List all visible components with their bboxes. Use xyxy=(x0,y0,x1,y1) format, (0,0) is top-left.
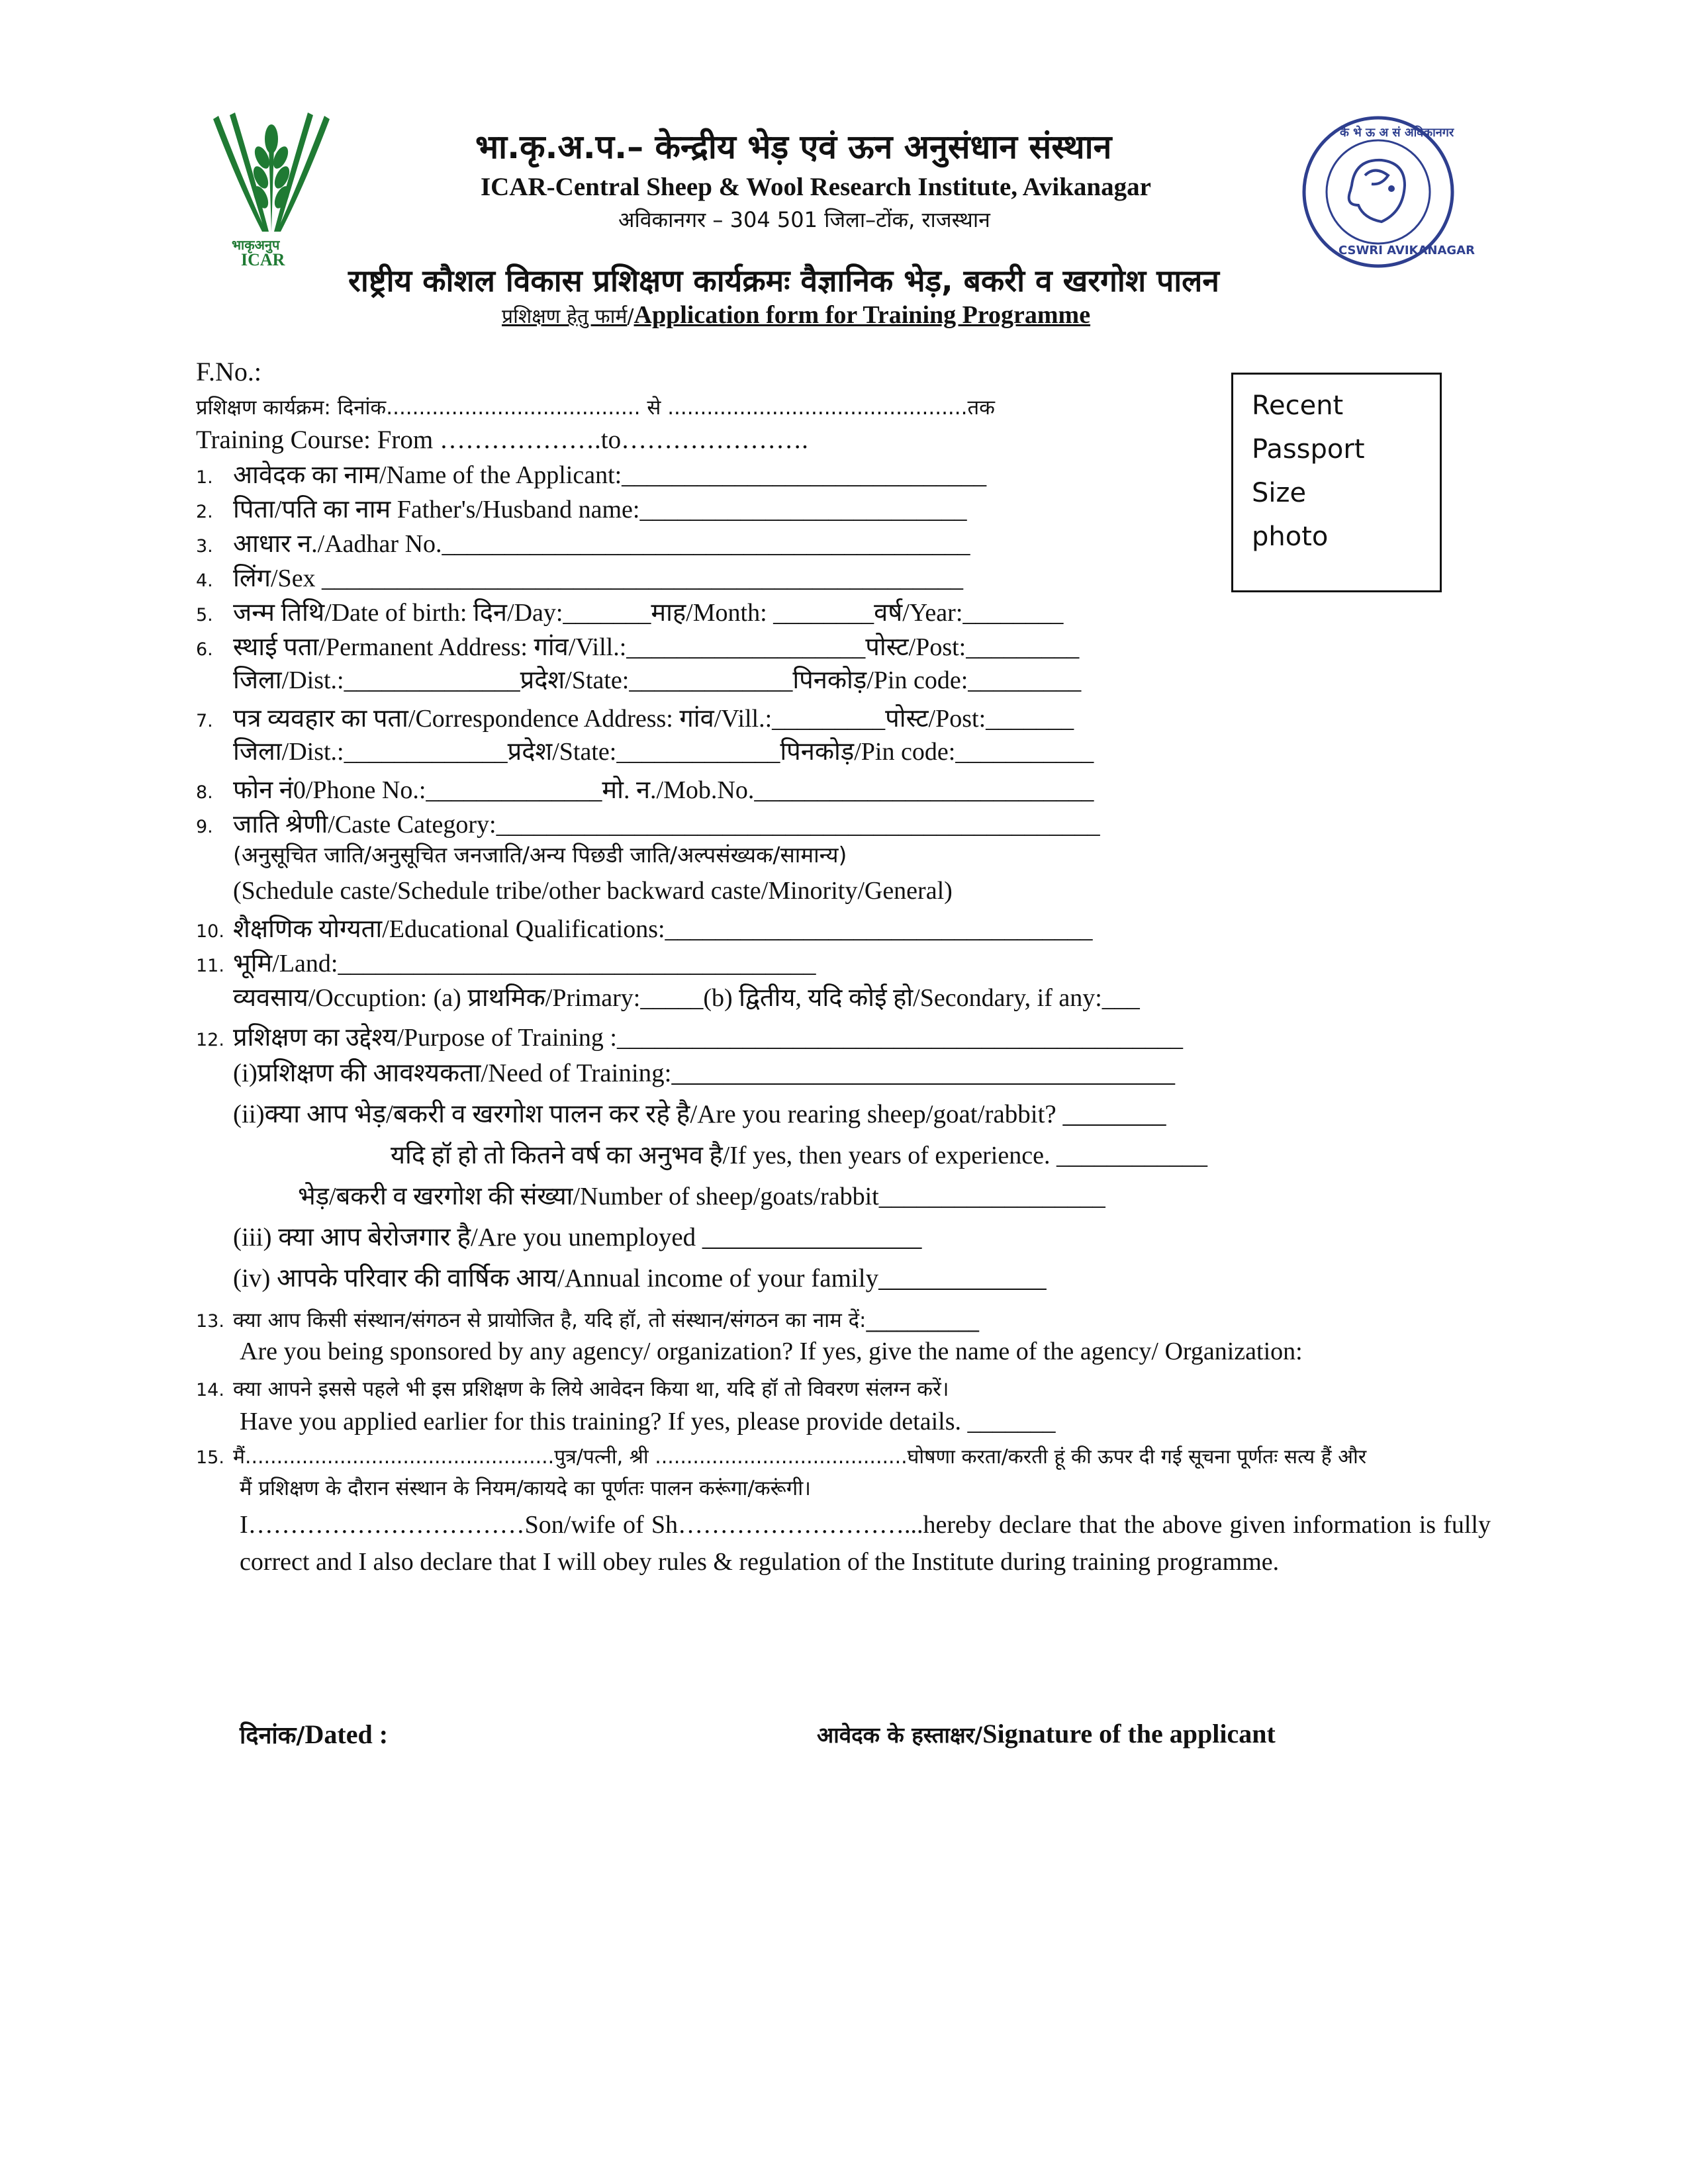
caste-options-hindi: (अनुसूचित जाति/अनुसूचित जनजाति/अन्य पिछडी जाति/अल्पसंख्यक/सामान्य) xyxy=(233,842,847,868)
field-educational-qualifications[interactable]: 10. शैक्षणिक योग्यता/Educational Qualifications:__________________________________ xyxy=(196,915,1093,943)
field-years-of-experience[interactable]: यदि हॉ हो तो कितने वर्ष का अनुभव है/If yes, then years of experience. ____________ xyxy=(391,1142,1207,1169)
field-correspondence-address[interactable]: 7. पत्र व्यवहार का पता/Correspondence Address: गांव/Vill.:_________पोस्ट/Post:_______ xyxy=(196,705,1074,733)
field-permanent-address[interactable]: 6. स्थाई पता/Permanent Address: गांव/Vill.:___________________पोस्ट/Post:_________ xyxy=(196,633,1080,661)
photo-label-line1: Recent xyxy=(1252,390,1344,421)
caste-options-english: (Schedule caste/Schedule tribe/other backward caste/Minority/General) xyxy=(233,877,953,905)
photo-label-line2: Passport Size xyxy=(1252,434,1365,508)
field-land[interactable]: 11. भूमि/Land:______________________________________ xyxy=(196,950,816,978)
form-title-english: Application form for Training Programme xyxy=(633,301,1091,329)
icar-logo xyxy=(205,106,338,271)
field-correspondence-address-line2[interactable]: जिला/Dist.:_____________प्रदेश/State:_____________पिनकोड़/Pin code:___________ xyxy=(233,738,1094,766)
institute-address: अविकानगर – 304 501 जिला–टोंक, राजस्थान xyxy=(618,207,990,232)
field-applicant-name[interactable]: 1. आवेदक का नाम/Name of the Applicant:_____________________________ xyxy=(196,461,987,489)
field-unemployed[interactable]: (iii) क्या आप बेरोजगार है/Are you unemployed _________________ xyxy=(233,1223,922,1251)
dated-label: दिनांक/Dated : xyxy=(240,1719,389,1749)
photo-placeholder-box[interactable] xyxy=(1231,373,1442,592)
field-sex[interactable]: 4. लिंग/Sex ___________________________________________________ xyxy=(196,565,964,592)
seal-text-hindi: के भे ऊ अ सं अविकानगर xyxy=(1340,126,1454,140)
declaration-hindi-line2: मैं प्रशिक्षण के दौरान संस्थान के नियम/कायदे का पूर्णतः पालन करूंगा/करूंगी। xyxy=(240,1477,811,1500)
field-caste-category[interactable]: 9. जाति श्रेणी/Caste Category:________________________________________________ xyxy=(196,811,1100,839)
field-phone[interactable]: 8. फोन नं0/Phone No.:______________मो. न./Mob.No.___________________________ xyxy=(196,776,1094,804)
wheat-icon xyxy=(205,106,338,238)
field-rearing-animals[interactable]: (ii)क्या आप भेड़/बकरी व खरगोश पालन कर रहे है/Are you rearing sheep/goat/rabbit? ________ xyxy=(233,1100,1166,1128)
declaration-english: I……………………………Son/wife of Sh………………………...hereby declare that the above given information is fully correct and I also declare that I will obey rules & regulation of the Institute during training programme. xyxy=(240,1511,1491,1576)
field-permanent-address-line2[interactable]: जिला/Dist.:______________प्रदेश/State:_____________पिनकोड़/Pin code:_________ xyxy=(233,666,1082,694)
icar-logo-hindi: भाकृअनुप xyxy=(232,237,280,253)
file-number: F.No.: xyxy=(196,357,262,387)
training-course-english: Training Course: From ……………….to…………………. xyxy=(196,426,808,454)
declaration-hindi[interactable]: 15. मैं.................................................पुत्र/पत्नी, श्री ........................................घोषणा करता/करती हूं की ऊपर दी गई सूचना पूर्णतः सत्य हैं और xyxy=(196,1445,1367,1469)
field-need-of-training[interactable]: (i)प्रशिक्षण की आवश्यकता/Need of Training:_______________________________________ xyxy=(233,1059,1176,1087)
institute-title-hindi: भा.कृ.अ.प.– केन्द्रीय भेड़ एवं ऊन अनुसंधान संस्थान xyxy=(475,128,1112,166)
field-aadhar-no[interactable]: 3. आधार न./Aadhar No.__________________________________________ xyxy=(196,530,970,558)
institute-title-english: ICAR-Central Sheep & Wool Research Institute, Avikanagar xyxy=(481,173,1151,201)
field-annual-income[interactable]: (iv) आपके परिवार की वार्षिक आय/Annual income of your family_____________ xyxy=(233,1264,1047,1293)
field-father-husband-name[interactable]: 2. पिता/पति का नाम Father's/Husband name:__________________________ xyxy=(196,496,967,523)
field-date-of-birth[interactable]: 5. जन्म तिथि/Date of birth: दिन/Day:_______माह/Month: ________वर्ष/Year:________ xyxy=(196,599,1064,627)
icar-logo-english: ICAR xyxy=(241,250,285,269)
sponsorship-question-english: Are you being sponsored by any agency/ organization? If yes, give the name of the agency/ Organization: xyxy=(240,1338,1303,1365)
field-sponsorship[interactable]: 13. क्या आप किसी संस्थान/संगठन से प्रायोजित है, यदि हॉ, तो संस्थान/संगठन का नाम दें:___________ xyxy=(196,1308,979,1332)
seal-text-english: CSWRI AVIKANAGAR xyxy=(1338,244,1475,257)
form-title: प्रशिक्षण हेतु फार्म/Application form for Training Programme xyxy=(502,301,1091,329)
field-applied-earlier[interactable]: Have you applied earlier for this training? If yes, please provide details. _______ xyxy=(240,1408,1056,1435)
training-course-hindi: प्रशिक्षण कार्यक्रम: दिनांक....................................... से ..............................................तक xyxy=(196,396,995,420)
programme-title: राष्ट्रीय कौशल विकास प्रशिक्षण कार्यक्रमः वैज्ञानिक भेड़, बकरी व खरगोश पालन xyxy=(348,263,1219,298)
field-applied-earlier-hindi: 14. क्या आपने इससे पहले भी इस प्रशिक्षण के लिये आवेदन किया था, यदि हॉ तो विवरण संलग्न करें। xyxy=(196,1377,949,1401)
form-title-hindi: प्रशिक्षण हेतु फार्म xyxy=(502,305,628,328)
signature-label: आवेदक के हस्ताक्षर/Signature of the applicant xyxy=(817,1719,1276,1749)
photo-label-line3: photo xyxy=(1252,522,1329,552)
field-purpose-of-training[interactable]: 12. प्रशिक्षण का उद्देश्य/Purpose of Training :_____________________________________________ xyxy=(196,1024,1183,1052)
cswri-seal xyxy=(1299,113,1475,271)
field-occupation[interactable]: व्यवसाय/Occuption: (a) प्राथमिक/Primary:_____(b) द्वितीय, यदि कोई हो/Secondary, if any:___ xyxy=(233,984,1140,1012)
field-number-of-animals[interactable]: भेड़/बकरी व खरगोश की संख्या/Number of sheep/goats/rabbit__________________ xyxy=(298,1183,1105,1210)
